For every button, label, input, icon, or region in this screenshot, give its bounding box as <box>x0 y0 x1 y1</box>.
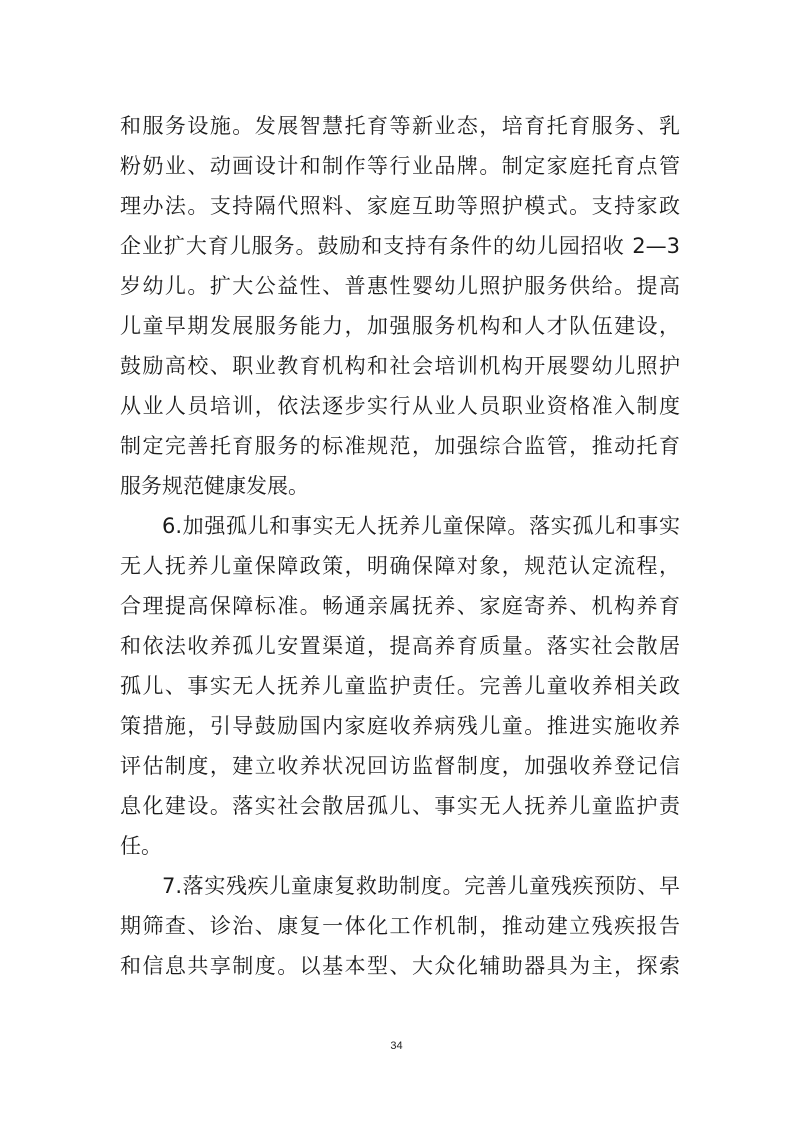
text-line: 和服务设施。发展智慧托育等新业态，培育托育服务、乳 <box>120 114 680 138</box>
page-number: 34 <box>390 1040 403 1052</box>
text-line: 和依法收养孤儿安置渠道，提高养育质量。落实社会散居 <box>120 634 680 658</box>
paragraph-heading: 7.落实残疾儿童康复救助制度。完善儿童残疾预防、早 <box>162 874 680 898</box>
text-line: 岁幼儿。扩大公益性、普惠性婴幼儿照护服务供给。提高 <box>120 274 680 298</box>
text-line: 鼓励高校、职业教育机构和社会培训机构开展婴幼儿照护 <box>120 354 680 378</box>
text-line: 无人抚养儿童保障政策，明确保障对象，规范认定流程， <box>120 554 680 578</box>
text-line: 从业人员培训，依法逐步实行从业人员职业资格准入制度 <box>120 394 680 418</box>
text-line: 粉奶业、动画设计和制作等行业品牌。制定家庭托育点管 <box>120 154 680 178</box>
text-line: 期筛查、诊治、康复一体化工作机制，推动建立残疾报告 <box>120 914 680 938</box>
text-line: 制定完善托育服务的标准规范，加强综合监管，推动托育 <box>120 434 680 458</box>
text-line: 孤儿、事实无人抚养儿童监护责任。完善儿童收养相关政 <box>120 674 680 698</box>
text-line: 策措施，引导鼓励国内家庭收养病残儿童。推进实施收养 <box>120 714 680 738</box>
text-line: 息化建设。落实社会散居孤儿、事实无人抚养儿童监护责 <box>120 794 680 818</box>
text-line: 任。 <box>120 834 162 858</box>
text-line: 评估制度，建立收养状况回访监督制度，加强收养登记信 <box>120 754 680 778</box>
text-line: 理办法。支持隔代照料、家庭互助等照护模式。支持家政 <box>120 194 680 218</box>
text-line: 服务规范健康发展。 <box>120 474 309 498</box>
text-line: 企业扩大育儿服务。鼓励和支持有条件的幼儿园招收 2—3 <box>120 234 680 258</box>
paragraph-heading: 6.加强孤儿和事实无人抚养儿童保障。落实孤儿和事实 <box>162 514 680 538</box>
text-line: 和信息共享制度。以基本型、大众化辅助器具为主，探索 <box>120 954 680 978</box>
text-line: 儿童早期发展服务能力，加强服务机构和人才队伍建设， <box>120 314 680 338</box>
text-line: 合理提高保障标准。畅通亲属抚养、家庭寄养、机构养育 <box>120 594 680 618</box>
